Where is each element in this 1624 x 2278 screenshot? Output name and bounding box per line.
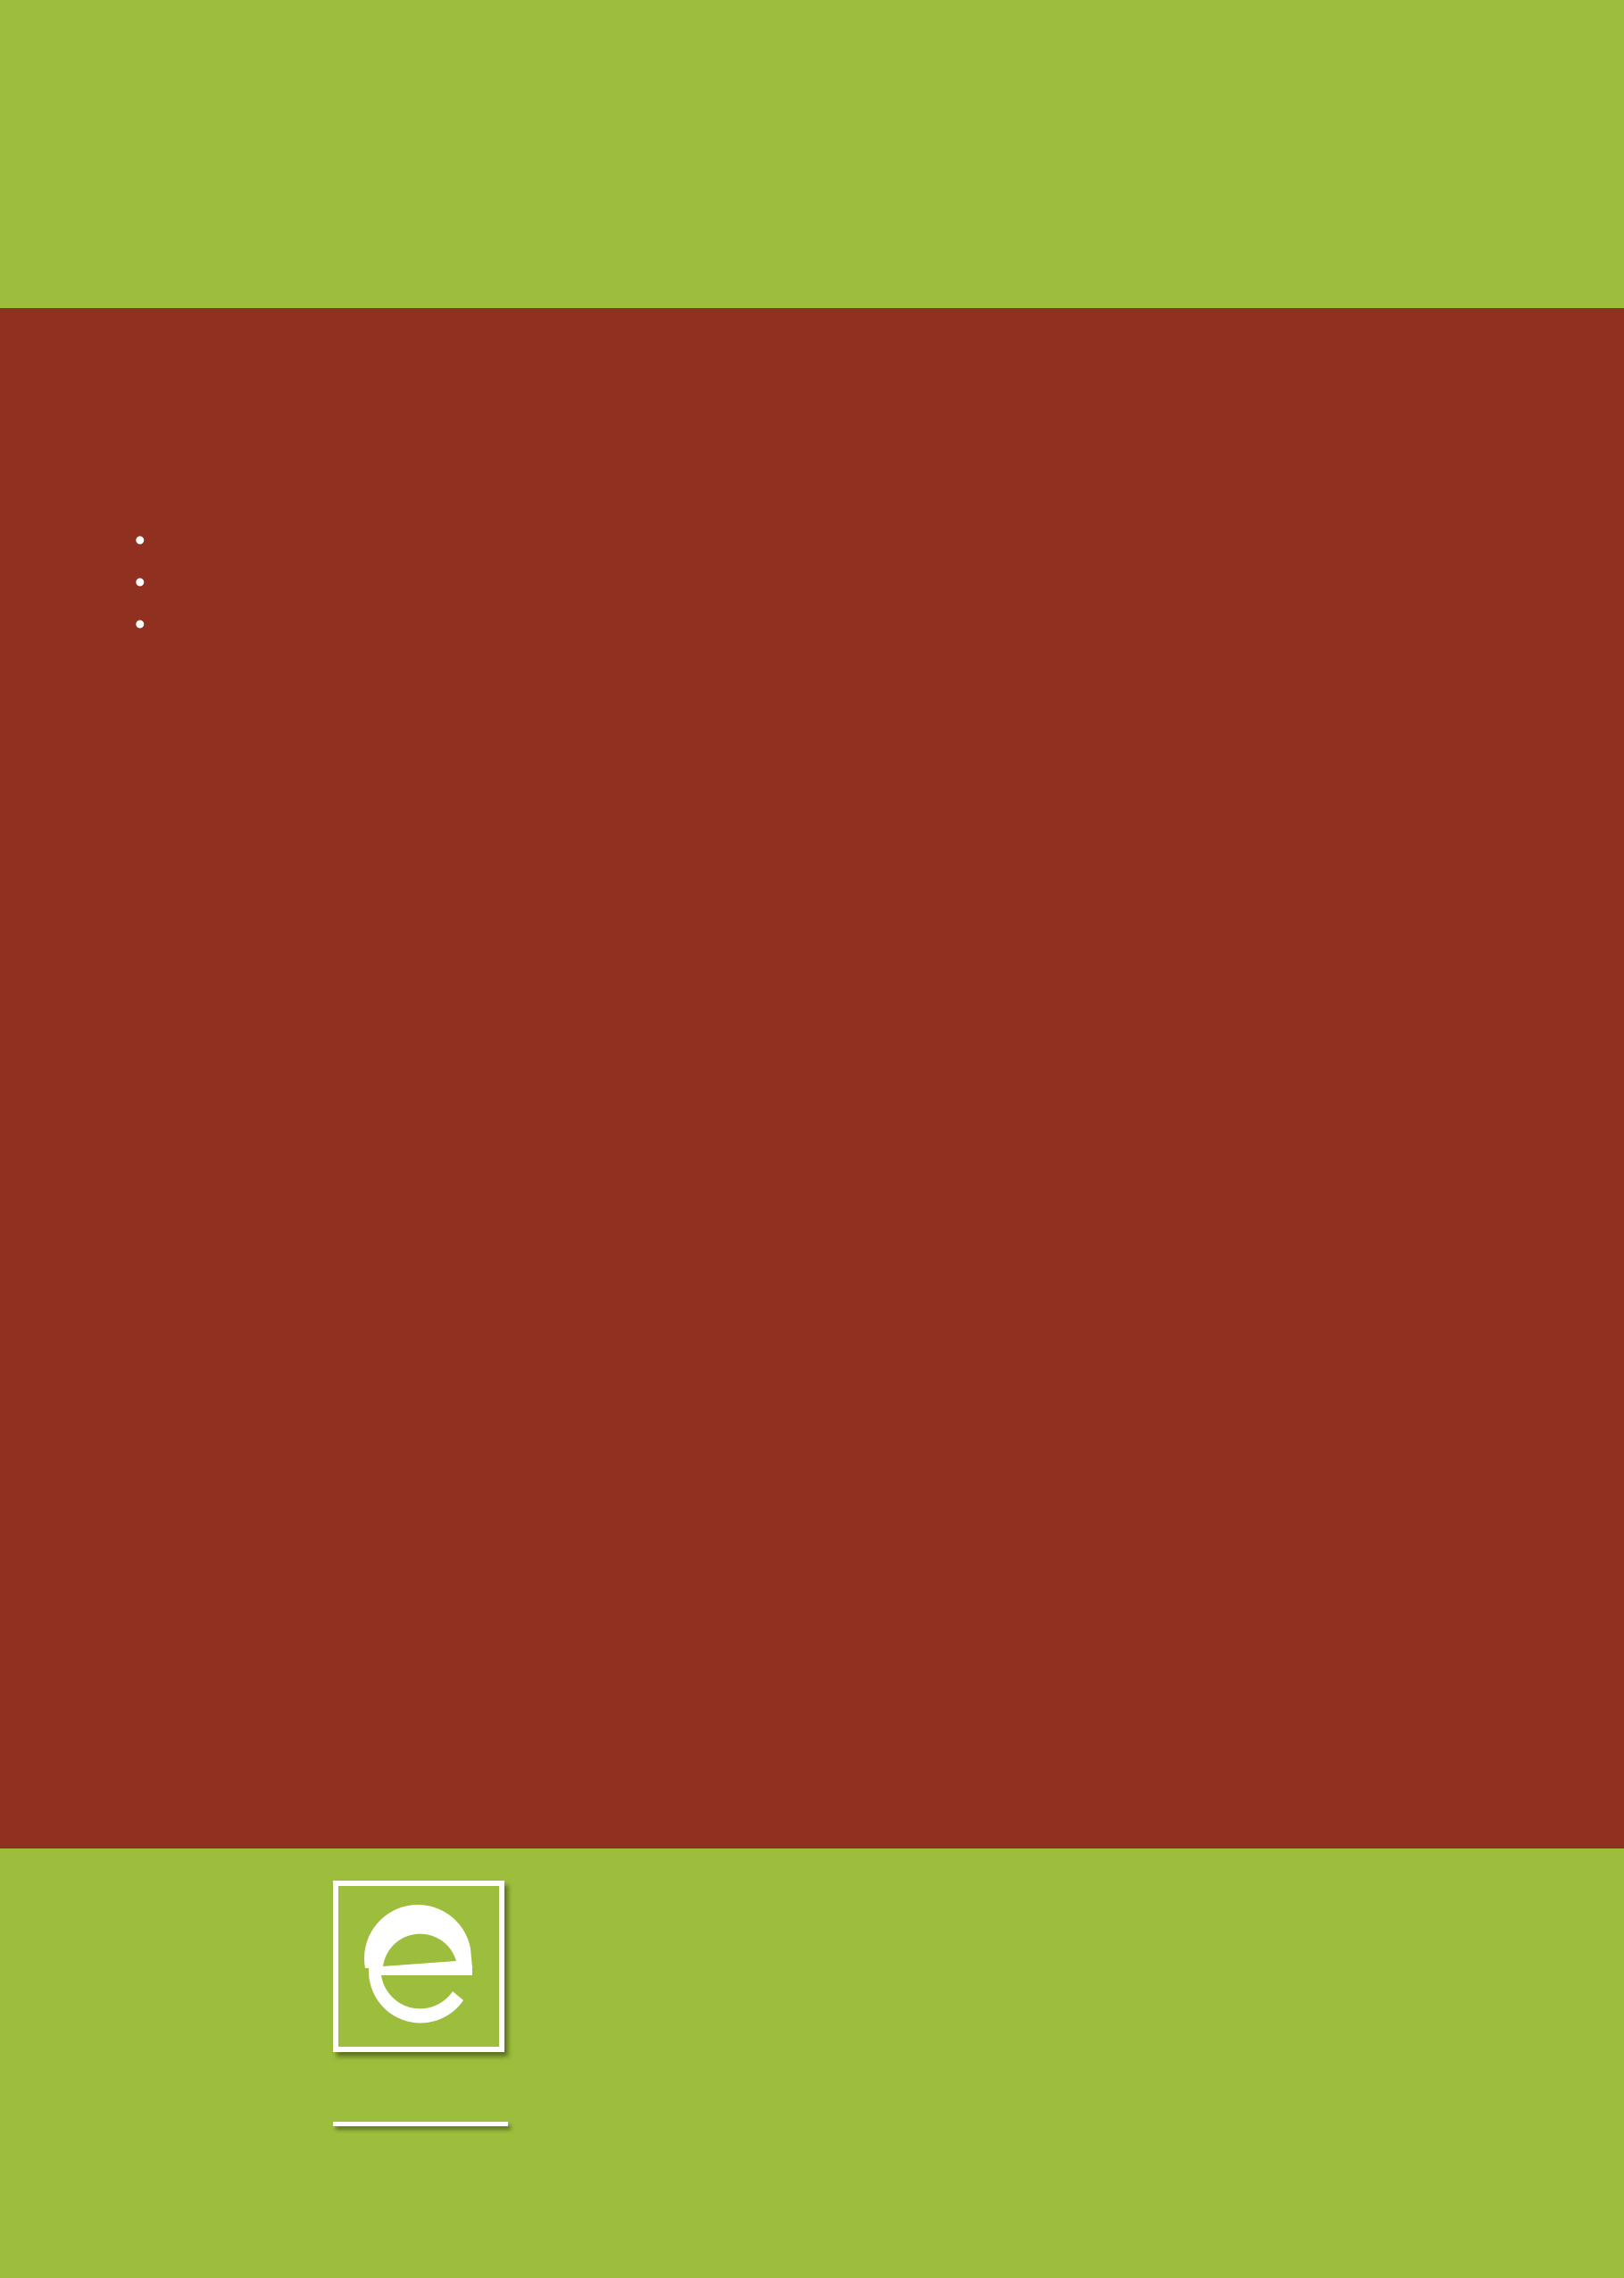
benefits-list	[112, 519, 1558, 645]
experience-paragraph	[112, 1190, 1558, 1274]
culture-paragraph	[112, 1022, 1558, 1148]
platform-paragraph	[112, 435, 1558, 477]
cannabis-leaf-icon	[0, 0, 1624, 308]
footer-band	[0, 1848, 1624, 2278]
list-item	[135, 561, 1558, 603]
star-ring-icon	[1170, 1862, 1437, 2130]
contact-bar	[0, 2172, 1624, 2216]
encod-logo-icon	[333, 1881, 504, 2052]
body-text	[112, 351, 1558, 1316]
header-band	[0, 0, 1624, 308]
list-item	[135, 603, 1558, 645]
list-item	[135, 519, 1558, 561]
intro-paragraph	[112, 351, 1558, 393]
content-band	[0, 308, 1624, 1848]
convention-paragraph	[112, 897, 1558, 980]
divider	[333, 2122, 508, 2126]
csc-paragraph	[112, 687, 1558, 855]
